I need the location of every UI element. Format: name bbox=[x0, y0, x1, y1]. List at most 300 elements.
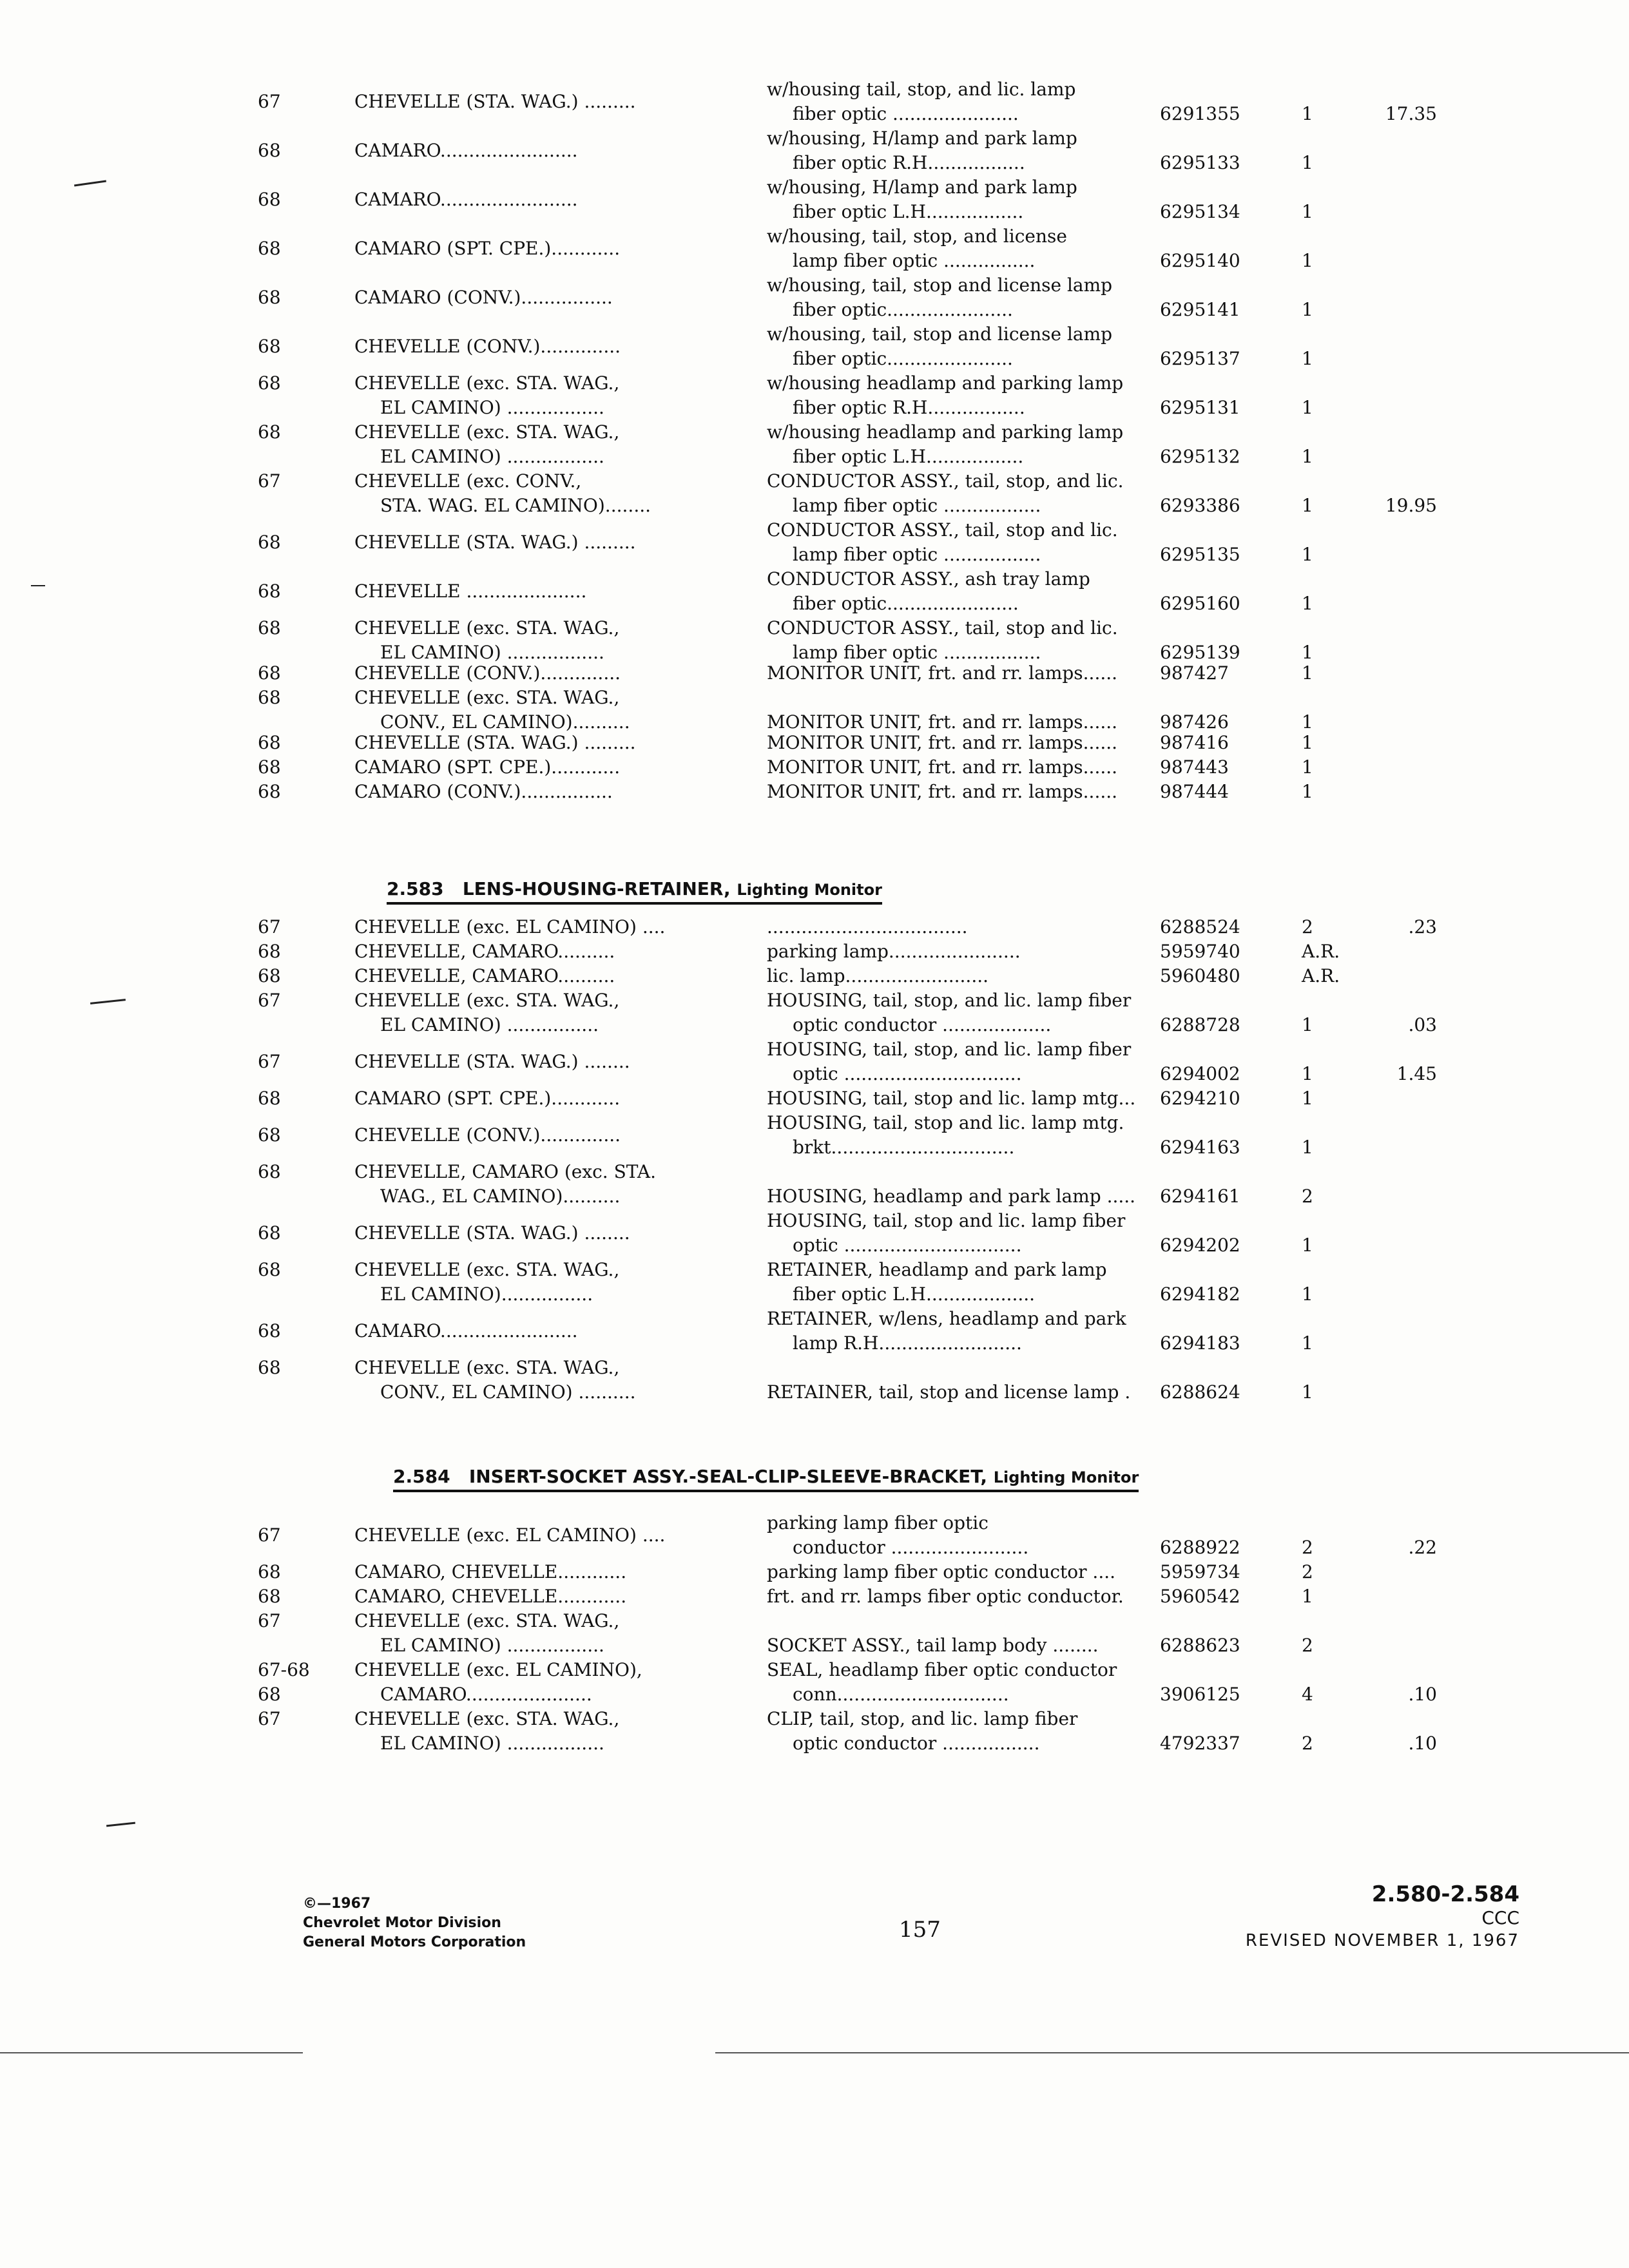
part-description-line bbox=[767, 686, 1153, 710]
vehicle-model bbox=[354, 1160, 728, 1209]
part-description-line: MONITOR UNIT, frt. and rr. lamps...... bbox=[767, 662, 1118, 684]
quantity: 1 bbox=[1302, 250, 1313, 271]
part-description bbox=[767, 1307, 1153, 1356]
part-description bbox=[767, 939, 1153, 964]
model-year bbox=[258, 1319, 335, 1343]
vehicle-model bbox=[354, 1707, 728, 1756]
section-subtitle: Lighting Monitor bbox=[993, 1468, 1139, 1486]
model-year bbox=[258, 964, 335, 988]
unit-price: .10 bbox=[1408, 1733, 1437, 1754]
quantity: 1 bbox=[1302, 299, 1313, 320]
model-year bbox=[258, 469, 335, 494]
part-description bbox=[767, 420, 1153, 469]
model-year bbox=[258, 1123, 335, 1148]
part-description-line: lamp fiber optic ................. bbox=[793, 642, 1041, 663]
part-description bbox=[767, 1707, 1153, 1756]
part-number: 6295133 bbox=[1160, 152, 1240, 173]
section-title: INSERT-SOCKET ASSY.-SEAL-CLIP-SLEEVE-BRACKET, bbox=[468, 1466, 987, 1487]
vehicle-model bbox=[354, 285, 728, 310]
model-year-line: 68 bbox=[258, 1684, 281, 1705]
vehicle-model-line: CAMARO........................ bbox=[354, 1320, 578, 1341]
division: Chevrolet Motor Division bbox=[303, 1915, 501, 1931]
vehicle-model bbox=[354, 1523, 728, 1548]
part-number: 987444 bbox=[1160, 781, 1229, 802]
part-number: 6295140 bbox=[1160, 250, 1240, 271]
part-description bbox=[767, 1086, 1153, 1111]
part-description bbox=[767, 988, 1153, 1037]
quantity: 1 bbox=[1302, 1235, 1313, 1256]
model-year bbox=[258, 988, 335, 1013]
part-description bbox=[767, 731, 1153, 755]
part-description-line: CONDUCTOR ASSY., tail, stop, and lic. bbox=[767, 470, 1124, 492]
quantity: 1 bbox=[1302, 781, 1313, 802]
model-year-line: 68 bbox=[258, 1259, 281, 1280]
part-number: 987427 bbox=[1160, 662, 1229, 684]
vehicle-model bbox=[354, 1123, 728, 1148]
model-year bbox=[258, 530, 335, 555]
margin-mark bbox=[74, 180, 106, 187]
part-description bbox=[767, 755, 1153, 780]
vehicle-model-line: STA. WAG. EL CAMINO)........ bbox=[380, 495, 651, 516]
quantity: 1 bbox=[1302, 1381, 1313, 1403]
model-year-line: 68 bbox=[258, 1320, 281, 1341]
copyright: ©—1967 bbox=[303, 1896, 371, 1912]
part-description-line: brkt................................ bbox=[793, 1137, 1015, 1158]
model-year bbox=[258, 1160, 335, 1184]
model-year bbox=[258, 915, 335, 939]
part-number: 6294161 bbox=[1160, 1186, 1240, 1207]
part-description-line: parking lamp fiber optic conductor .... bbox=[767, 1561, 1116, 1582]
vehicle-model-line: CHEVELLE (exc. EL CAMINO), bbox=[354, 1659, 642, 1680]
part-description-line: MONITOR UNIT, frt. and rr. lamps...... bbox=[767, 781, 1118, 802]
vehicle-model bbox=[354, 187, 728, 212]
revision-date: REVISED NOVEMBER 1, 1967 bbox=[1245, 1931, 1519, 1950]
vehicle-model-line: CAMARO (SPT. CPE.)............ bbox=[354, 1088, 621, 1109]
part-description-line: CLIP, tail, stop, and lic. lamp fiber bbox=[767, 1708, 1078, 1729]
quantity: A.R. bbox=[1302, 941, 1340, 962]
model-year bbox=[258, 1523, 335, 1548]
vehicle-model bbox=[354, 755, 728, 780]
part-description-line: fiber optic....................... bbox=[793, 593, 1019, 614]
vehicle-model-line: CAMARO (SPT. CPE.)............ bbox=[354, 238, 621, 259]
part-number: 6295134 bbox=[1160, 201, 1240, 222]
scan-edge-rule bbox=[0, 2052, 303, 2053]
vehicle-model-line: CHEVELLE (STA. WAG.) ........ bbox=[354, 1222, 630, 1244]
vehicle-model-line: CHEVELLE (STA. WAG.) ......... bbox=[354, 91, 636, 112]
quantity: 1 bbox=[1302, 201, 1313, 222]
vehicle-model-line: CHEVELLE ..................... bbox=[354, 581, 587, 602]
model-year bbox=[258, 1086, 335, 1111]
part-description bbox=[767, 964, 1153, 988]
quantity: 1 bbox=[1302, 711, 1313, 733]
vehicle-model-line: CHEVELLE (exc. STA. WAG., bbox=[354, 1357, 620, 1378]
model-year bbox=[258, 686, 335, 710]
vehicle-model-line: CHEVELLE (exc. STA. WAG., bbox=[354, 421, 620, 443]
part-description-line: MONITOR UNIT, frt. and rr. lamps...... bbox=[767, 756, 1118, 778]
part-description-line: HOUSING, tail, stop and lic. lamp mtg... bbox=[767, 1088, 1136, 1109]
vehicle-model-line: CHEVELLE (CONV.).............. bbox=[354, 662, 621, 684]
model-year bbox=[258, 1560, 335, 1584]
part-description-line bbox=[767, 1356, 1153, 1380]
vehicle-model bbox=[354, 1319, 728, 1343]
unit-price: 1.45 bbox=[1396, 1063, 1437, 1084]
quantity: 1 bbox=[1302, 348, 1313, 369]
vehicle-model bbox=[354, 1609, 728, 1658]
vehicle-model bbox=[354, 1356, 728, 1405]
quantity: 1 bbox=[1302, 1063, 1313, 1084]
vehicle-model-line: CAMARO, CHEVELLE............ bbox=[354, 1561, 627, 1582]
vehicle-model bbox=[354, 236, 728, 261]
part-description bbox=[767, 126, 1153, 175]
vehicle-model-line: CHEVELLE, CAMARO (exc. STA. bbox=[354, 1161, 657, 1182]
part-number: 987443 bbox=[1160, 756, 1229, 778]
model-year bbox=[258, 755, 335, 780]
quantity: 1 bbox=[1302, 1332, 1313, 1354]
model-year-line: 68 bbox=[258, 1222, 281, 1244]
vehicle-model bbox=[354, 334, 728, 359]
vehicle-model bbox=[354, 988, 728, 1037]
model-year-line: 67 bbox=[258, 91, 281, 112]
part-description-line: parking lamp fiber optic bbox=[767, 1512, 988, 1533]
model-year bbox=[258, 1050, 335, 1074]
model-year-line: 68 bbox=[258, 336, 281, 357]
model-year-line: 68 bbox=[258, 189, 281, 210]
model-year-line: 68 bbox=[258, 421, 281, 443]
part-description-line: optic conductor ................... bbox=[793, 1014, 1052, 1035]
part-number: 6288524 bbox=[1160, 916, 1240, 937]
part-number: 6295135 bbox=[1160, 544, 1240, 565]
part-number: 6295160 bbox=[1160, 593, 1240, 614]
part-description-line: CONDUCTOR ASSY., tail, stop and lic. bbox=[767, 617, 1118, 639]
part-description-line: RETAINER, headlamp and park lamp bbox=[767, 1259, 1107, 1280]
scan-edge-rule bbox=[715, 2052, 1629, 2053]
unit-price: 17.35 bbox=[1385, 103, 1437, 124]
part-number: 3906125 bbox=[1160, 1684, 1240, 1705]
model-year-line: 68 bbox=[258, 965, 281, 986]
vehicle-model bbox=[354, 939, 728, 964]
part-description-line: conductor ........................ bbox=[793, 1537, 1029, 1558]
part-description-line: optic ............................... bbox=[793, 1235, 1022, 1256]
model-year bbox=[258, 420, 335, 445]
model-year-line: 68 bbox=[258, 781, 281, 802]
part-description-line: w/housing tail, stop, and lic. lamp bbox=[767, 79, 1076, 100]
unit-price: .10 bbox=[1408, 1684, 1437, 1705]
margin-mark bbox=[90, 999, 126, 1004]
vehicle-model-line: CHEVELLE (CONV.).............. bbox=[354, 336, 621, 357]
part-description bbox=[767, 1609, 1153, 1658]
part-description-line: optic ............................... bbox=[793, 1063, 1022, 1084]
vehicle-model-line: CHEVELLE (CONV.).............. bbox=[354, 1124, 621, 1146]
part-number: 5960542 bbox=[1160, 1586, 1240, 1607]
part-number: 6295132 bbox=[1160, 446, 1240, 467]
unit-price: .03 bbox=[1408, 1014, 1437, 1035]
vehicle-model-line: CHEVELLE (exc. STA. WAG., bbox=[354, 1259, 620, 1280]
part-description-line: RETAINER, tail, stop and license lamp . bbox=[767, 1381, 1131, 1403]
vehicle-model-line: CHEVELLE (STA. WAG.) ......... bbox=[354, 532, 636, 553]
model-year-line: 68 bbox=[258, 532, 281, 553]
part-description-line: lamp fiber optic ................. bbox=[793, 544, 1041, 565]
unit-price: 19.95 bbox=[1385, 495, 1437, 516]
part-description-line: HOUSING, tail, stop and lic. lamp fiber bbox=[767, 1210, 1126, 1231]
part-description-line: fiber optic R.H................. bbox=[793, 397, 1025, 418]
corporation: General Motors Corporation bbox=[303, 1934, 526, 1950]
quantity: 1 bbox=[1302, 1014, 1313, 1035]
part-description bbox=[767, 915, 1153, 939]
quantity: 2 bbox=[1302, 1561, 1313, 1582]
part-description-line: HOUSING, tail, stop and lic. lamp mtg. bbox=[767, 1112, 1124, 1133]
vehicle-model-line: EL CAMINO)................ bbox=[380, 1283, 593, 1305]
unit-price: .22 bbox=[1408, 1537, 1437, 1558]
part-description-line: frt. and rr. lamps fiber optic conductor. bbox=[767, 1586, 1124, 1607]
vehicle-model bbox=[354, 90, 728, 114]
model-year-line: 68 bbox=[258, 581, 281, 602]
quantity: 2 bbox=[1302, 1635, 1313, 1656]
section-subtitle: Lighting Monitor bbox=[737, 881, 882, 899]
vehicle-model-line: CHEVELLE (exc. EL CAMINO) .... bbox=[354, 1524, 666, 1546]
quantity: 2 bbox=[1302, 916, 1313, 937]
model-year-line: 67 bbox=[258, 990, 281, 1011]
quantity: 1 bbox=[1302, 1137, 1313, 1158]
model-year-line: 68 bbox=[258, 1586, 281, 1607]
part-number: 6288922 bbox=[1160, 1537, 1240, 1558]
part-description-line: CONDUCTOR ASSY., tail, stop and lic. bbox=[767, 519, 1118, 541]
vehicle-model bbox=[354, 371, 728, 420]
part-description bbox=[767, 273, 1153, 322]
vehicle-model bbox=[354, 1050, 728, 1074]
model-year bbox=[258, 285, 335, 310]
vehicle-model bbox=[354, 1221, 728, 1245]
vehicle-model bbox=[354, 1658, 728, 1707]
vehicle-model-line: CAMARO........................ bbox=[354, 189, 578, 210]
vehicle-model-line: CAMARO........................ bbox=[354, 140, 578, 161]
part-description-line: lamp fiber optic ................. bbox=[793, 495, 1041, 516]
part-description-line: w/housing headlamp and parking lamp bbox=[767, 421, 1124, 443]
part-description-line: fiber optic...................... bbox=[793, 299, 1013, 320]
part-number: 6288624 bbox=[1160, 1381, 1240, 1403]
model-year bbox=[258, 90, 335, 114]
part-number: 6295137 bbox=[1160, 348, 1240, 369]
model-year bbox=[258, 780, 335, 804]
part-number: 6295131 bbox=[1160, 397, 1240, 418]
vehicle-model-line: CONV., EL CAMINO) .......... bbox=[380, 1381, 636, 1403]
part-description-line: SEAL, headlamp fiber optic conductor bbox=[767, 1659, 1117, 1680]
vehicle-model-line: CHEVELLE (exc. STA. WAG., bbox=[354, 990, 620, 1011]
model-year-line: 67 bbox=[258, 916, 281, 937]
quantity: 1 bbox=[1302, 662, 1313, 684]
quantity: 1 bbox=[1302, 544, 1313, 565]
quantity: 1 bbox=[1302, 1088, 1313, 1109]
part-description-line: fiber optic...................... bbox=[793, 348, 1013, 369]
part-number: 6288728 bbox=[1160, 1014, 1240, 1035]
vehicle-model-line: CHEVELLE (STA. WAG.) ........ bbox=[354, 1051, 630, 1072]
part-description-line: CONDUCTOR ASSY., ash tray lamp bbox=[767, 568, 1090, 590]
margin-mark bbox=[106, 1822, 135, 1827]
vehicle-model bbox=[354, 579, 728, 604]
vehicle-model-line: CAMARO...................... bbox=[380, 1684, 592, 1705]
model-year bbox=[258, 187, 335, 212]
part-description bbox=[767, 616, 1153, 665]
vehicle-model bbox=[354, 1086, 728, 1111]
part-number: 5959740 bbox=[1160, 941, 1240, 962]
part-number: 6294210 bbox=[1160, 1088, 1240, 1109]
model-year bbox=[258, 1707, 335, 1731]
unit-price: .23 bbox=[1408, 916, 1437, 937]
quantity: 1 bbox=[1302, 642, 1313, 663]
part-number: 6294163 bbox=[1160, 1137, 1240, 1158]
model-year-line: 68 bbox=[258, 238, 281, 259]
quantity: 1 bbox=[1302, 446, 1313, 467]
part-description-line bbox=[767, 1609, 1153, 1633]
part-description bbox=[767, 1356, 1153, 1405]
model-year bbox=[258, 1609, 335, 1633]
part-description-line: w/housing, tail, stop and license lamp bbox=[767, 323, 1113, 345]
vehicle-model-line: CONV., EL CAMINO).......... bbox=[380, 711, 630, 733]
section-title: LENS-HOUSING-RETAINER, bbox=[462, 878, 731, 899]
vehicle-model bbox=[354, 1560, 728, 1584]
part-number: 5959734 bbox=[1160, 1561, 1240, 1582]
part-description bbox=[767, 1160, 1153, 1209]
vehicle-model-line: EL CAMINO) ................. bbox=[380, 1733, 604, 1754]
part-description bbox=[767, 780, 1153, 804]
model-year-line: 68 bbox=[258, 662, 281, 684]
part-number: 6295139 bbox=[1160, 642, 1240, 663]
part-description-line: fiber optic L.H................. bbox=[793, 201, 1024, 222]
model-year bbox=[258, 1584, 335, 1609]
model-year bbox=[258, 731, 335, 755]
model-year-line: 67 bbox=[258, 1708, 281, 1729]
part-description bbox=[767, 175, 1153, 224]
part-description-line: ................................... bbox=[767, 916, 968, 937]
part-description bbox=[767, 322, 1153, 371]
part-number: 6288623 bbox=[1160, 1635, 1240, 1656]
quantity: 2 bbox=[1302, 1537, 1313, 1558]
model-year bbox=[258, 579, 335, 604]
part-description bbox=[767, 567, 1153, 616]
part-description-line: fiber optic L.H................. bbox=[793, 446, 1024, 467]
catalog-code: CCC bbox=[1481, 1907, 1519, 1928]
vehicle-model-line: CHEVELLE (exc. STA. WAG., bbox=[354, 372, 620, 394]
model-year-line: 68 bbox=[258, 941, 281, 962]
part-description bbox=[767, 686, 1153, 735]
model-year-line: 68 bbox=[258, 1561, 281, 1582]
vehicle-model bbox=[354, 616, 728, 665]
part-number: 6294183 bbox=[1160, 1332, 1240, 1354]
part-number: 6294202 bbox=[1160, 1235, 1240, 1256]
quantity: 2 bbox=[1302, 1733, 1313, 1754]
part-description-line: lamp R.H......................... bbox=[793, 1332, 1022, 1354]
quantity: A.R. bbox=[1302, 965, 1340, 986]
vehicle-model-line: CHEVELLE (exc. EL CAMINO) .... bbox=[354, 916, 666, 937]
vehicle-model bbox=[354, 1584, 728, 1609]
quantity: 1 bbox=[1302, 593, 1313, 614]
part-description bbox=[767, 1037, 1153, 1086]
quantity: 1 bbox=[1302, 397, 1313, 418]
vehicle-model-line: CAMARO (CONV.)................ bbox=[354, 287, 613, 308]
vehicle-model-line: CHEVELLE, CAMARO.......... bbox=[354, 941, 615, 962]
part-number: 6291355 bbox=[1160, 103, 1240, 124]
model-year-line: 67 bbox=[258, 1610, 281, 1631]
vehicle-model-line: CHEVELLE, CAMARO.......... bbox=[354, 965, 615, 986]
part-number: 5960480 bbox=[1160, 965, 1240, 986]
part-description bbox=[767, 224, 1153, 273]
model-year bbox=[258, 939, 335, 964]
part-description-line: RETAINER, w/lens, headlamp and park bbox=[767, 1308, 1126, 1329]
model-year-line: 68 bbox=[258, 687, 281, 708]
vehicle-model bbox=[354, 420, 728, 469]
part-description bbox=[767, 77, 1153, 126]
part-description-line: SOCKET ASSY., tail lamp body ........ bbox=[767, 1635, 1099, 1656]
vehicle-model bbox=[354, 139, 728, 163]
vehicle-model-line: CHEVELLE (exc. CONV., bbox=[354, 470, 582, 492]
vehicle-model bbox=[354, 686, 728, 735]
reference-block bbox=[1246, 1881, 1519, 1950]
vehicle-model-line: CHEVELLE (exc. STA. WAG., bbox=[354, 687, 620, 708]
vehicle-model-line: EL CAMINO) ................. bbox=[380, 642, 604, 663]
part-description-line: w/housing headlamp and parking lamp bbox=[767, 372, 1124, 394]
section-heading-2-583 bbox=[387, 878, 882, 905]
quantity: 4 bbox=[1302, 1684, 1313, 1705]
part-description bbox=[767, 1560, 1153, 1584]
model-year-line: 68 bbox=[258, 1124, 281, 1146]
part-description-line: w/housing, tail, stop, and license bbox=[767, 226, 1067, 247]
part-description-line: w/housing, tail, stop and license lamp bbox=[767, 274, 1113, 296]
vehicle-model-line: CAMARO (SPT. CPE.)............ bbox=[354, 756, 621, 778]
vehicle-model-line: CHEVELLE (exc. STA. WAG., bbox=[354, 617, 620, 639]
part-description bbox=[767, 1209, 1153, 1258]
part-description-line bbox=[767, 1160, 1153, 1184]
model-year-line: 68 bbox=[258, 287, 281, 308]
quantity: 1 bbox=[1302, 103, 1313, 124]
model-year-line: 67 bbox=[258, 470, 281, 492]
part-description bbox=[767, 1584, 1153, 1609]
part-description bbox=[767, 1258, 1153, 1307]
part-number: 987416 bbox=[1160, 732, 1229, 753]
part-description-line: HOUSING, headlamp and park lamp ..... bbox=[767, 1186, 1136, 1207]
model-year-line: 68 bbox=[258, 372, 281, 394]
part-number: 987426 bbox=[1160, 711, 1229, 733]
part-number: 6295141 bbox=[1160, 299, 1240, 320]
vehicle-model-line: WAG., EL CAMINO).......... bbox=[380, 1186, 621, 1207]
part-description-line: MONITOR UNIT, frt. and rr. lamps...... bbox=[767, 711, 1118, 733]
vehicle-model-line: EL CAMINO) ................. bbox=[380, 397, 604, 418]
part-description-line: w/housing, H/lamp and park lamp bbox=[767, 128, 1077, 149]
model-year bbox=[258, 1221, 335, 1245]
part-description-line: fiber optic R.H................. bbox=[793, 152, 1025, 173]
part-description-line: HOUSING, tail, stop, and lic. lamp fiber bbox=[767, 990, 1132, 1011]
part-description bbox=[767, 518, 1153, 567]
vehicle-model-line: CAMARO, CHEVELLE............ bbox=[354, 1586, 627, 1607]
part-description bbox=[767, 661, 1153, 686]
vehicle-model-line: EL CAMINO) ................. bbox=[380, 446, 604, 467]
model-year bbox=[258, 236, 335, 261]
part-number: 4792337 bbox=[1160, 1733, 1240, 1754]
model-year bbox=[258, 371, 335, 396]
vehicle-model bbox=[354, 1258, 728, 1307]
model-year-line: 67 bbox=[258, 1051, 281, 1072]
part-description bbox=[767, 1511, 1153, 1560]
part-description-line: fiber optic L.H................... bbox=[793, 1283, 1036, 1305]
part-description-line: fiber optic ...................... bbox=[793, 103, 1019, 124]
vehicle-model-line: EL CAMINO) ................. bbox=[380, 1635, 604, 1656]
model-year bbox=[258, 334, 335, 359]
model-year-line: 68 bbox=[258, 732, 281, 753]
part-number: 6294182 bbox=[1160, 1283, 1240, 1305]
part-number: 6294002 bbox=[1160, 1063, 1240, 1084]
quantity: 1 bbox=[1302, 152, 1313, 173]
part-description-line: conn.............................. bbox=[793, 1684, 1009, 1705]
vehicle-model-line: CHEVELLE (exc. STA. WAG., bbox=[354, 1708, 620, 1729]
model-year-line: 68 bbox=[258, 617, 281, 639]
